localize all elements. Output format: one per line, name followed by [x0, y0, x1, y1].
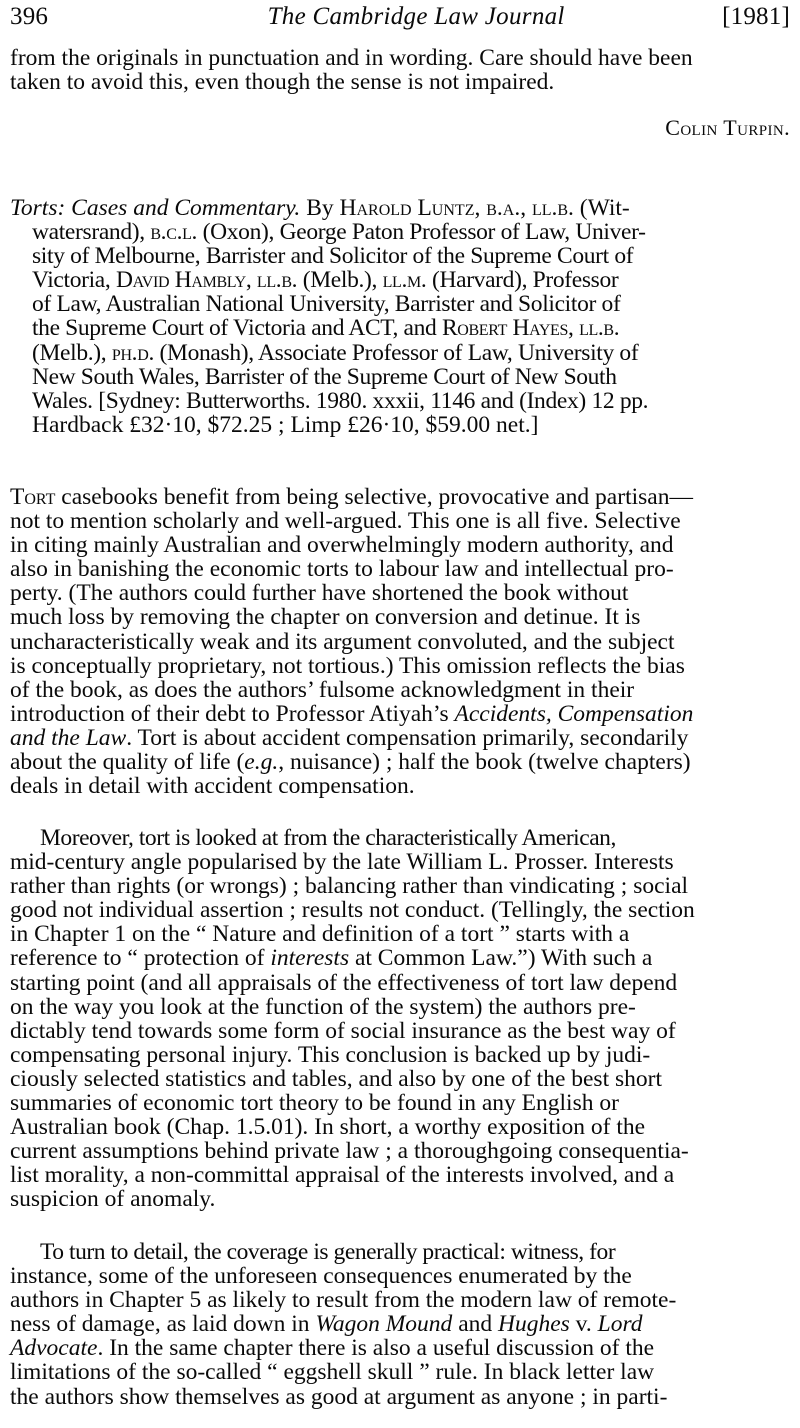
- text-line: [10, 774, 790, 798]
- text-run: Robert Hayes: [441, 315, 569, 342]
- text-line: [10, 630, 790, 654]
- text-run: current assumptions behind private law ; a thoroughgoing consequentia-: [10, 1138, 689, 1165]
- text-run: from the originals in punctuation and in wording. Care should have been: [10, 45, 693, 71]
- text-run: ciously selected statistics and tables, and also by one of the best short: [10, 1065, 662, 1092]
- text-run: compensating personal injury. This conclusion is backed up by judi-: [10, 1041, 651, 1068]
- text-line: [10, 1139, 790, 1163]
- text-line: [10, 678, 790, 702]
- volume-year: [1981]: [722, 3, 790, 30]
- text-run: Hardback £32·10, $72.25 ; Limp £26·10, $59.00 net.]: [32, 411, 539, 438]
- text-line: [10, 1163, 790, 1187]
- text-run: b.a., ll.b.: [486, 195, 574, 221]
- text-line: [10, 70, 790, 94]
- text-run: is conceptually proprietary, not tortious.) This omission reflects the bias: [10, 652, 685, 679]
- text-line: [10, 557, 790, 581]
- text-run: perty. (The authors could further have shortened the book without: [10, 580, 629, 607]
- text-run: (Melb.),: [297, 267, 383, 294]
- text-run: Harold Luntz: [339, 195, 475, 221]
- text-line: [10, 1115, 790, 1139]
- text-run: ness of damage, as laid down in: [10, 1311, 316, 1338]
- citation-line: [10, 220, 790, 244]
- text-run: ,: [474, 195, 487, 221]
- text-line: [10, 702, 790, 726]
- text-line: [10, 826, 790, 850]
- review-paragraph-3: [10, 1240, 790, 1409]
- citation-line: [10, 316, 790, 340]
- text-run: reference to “ protection of: [10, 945, 271, 972]
- text-line: [10, 874, 790, 898]
- text-run: list morality, a non-committal appraisal of the interests involved, and a: [10, 1162, 675, 1189]
- text-run: Tort: [10, 484, 56, 510]
- text-run: summaries of economic tort theory to be found in any English or: [10, 1090, 619, 1117]
- text-line: [10, 1360, 790, 1384]
- text-line: [10, 946, 790, 970]
- text-line: [10, 1312, 790, 1336]
- text-line: [10, 726, 790, 750]
- text-run: By: [300, 195, 340, 221]
- text-run: in citing mainly Australian and overwhelmingly modern authority, and: [10, 532, 674, 559]
- text-run: uncharacteristically weak and its argument convoluted, and the subject: [10, 628, 675, 655]
- text-run: Moreover, tort is looked at from the characteristically American,: [40, 825, 616, 851]
- text-run: Victoria,: [32, 267, 116, 294]
- text-run: e.g.: [244, 749, 279, 776]
- text-run: introduction of their debt to Professor Atiyah’s: [10, 700, 455, 727]
- text-run: instance, some of the unforeseen consequences enumerated by the: [10, 1263, 632, 1290]
- text-line: [10, 605, 790, 629]
- text-run: starting point (and all appraisals of the effectiveness of tort law depend: [10, 969, 678, 996]
- text-line: [10, 1288, 790, 1312]
- text-run: about the quality of life (: [10, 749, 245, 776]
- text-run: Hughes: [498, 1311, 570, 1338]
- citation-line: [10, 292, 790, 316]
- text-run: (Melb.),: [32, 339, 112, 366]
- text-run: deals in detail with accident compensation.: [10, 773, 415, 800]
- text-run: Torts: Cases and Commentary.: [10, 195, 301, 221]
- text-run: not to mention scholarly and well-argued. This one is all five. Selective: [10, 508, 681, 535]
- text-run: mid-century angle popularised by the late William L. Prosser. Interests: [10, 849, 674, 876]
- citation-line: [10, 413, 790, 437]
- text-line: [10, 1240, 790, 1264]
- text-run: v.: [569, 1311, 598, 1338]
- citation-line: [10, 244, 790, 268]
- text-line: [10, 995, 790, 1019]
- text-line: [10, 898, 790, 922]
- text-run: . In the same chapter there is also a useful discussion of the: [97, 1335, 655, 1362]
- text-run: good not individual assertion ; results not conduct. (Tellingly, the section: [10, 897, 695, 924]
- text-line: [10, 509, 790, 533]
- text-run: (Harvard), Professor: [426, 267, 619, 294]
- text-line: [10, 1187, 790, 1211]
- text-run: , nuisance) ; half the book (twelve chapters): [278, 749, 691, 776]
- text-run: the Supreme Court of Victoria and ACT, and: [32, 315, 442, 342]
- text-line: [10, 1067, 790, 1091]
- reviewer-name: Colin Turpin.: [665, 115, 790, 140]
- journal-title: The Cambridge Law Journal: [267, 3, 565, 30]
- citation-title-line: [10, 196, 790, 220]
- text-run: (Wit-: [573, 195, 630, 221]
- text-run: New South Wales, Barrister of the Supreme Court of New South: [32, 363, 617, 390]
- text-run: of Law, Australian National University, Barrister and Solicitor of: [32, 291, 621, 318]
- text-run: of the book, as does the authors’ fulsome acknowledgment in their: [10, 676, 635, 703]
- text-run: ,: [568, 315, 580, 342]
- text-run: and: [452, 1311, 498, 1338]
- text-run: casebooks benefit from being selective, provocative and partisan—: [55, 484, 693, 510]
- previous-review-tail: [10, 46, 790, 94]
- text-run: . Tort is about accident compensation primarily, secondarily: [126, 724, 689, 751]
- text-line: [10, 850, 790, 874]
- text-line: [10, 1043, 790, 1067]
- citation-line: [10, 389, 790, 413]
- review-signature: [10, 116, 790, 140]
- text-run: interests: [270, 945, 350, 972]
- text-run: (Monash), Associate Professor of Law, University of: [153, 339, 639, 366]
- citation-line: [10, 268, 790, 292]
- text-run: ll.m.: [382, 267, 427, 294]
- text-line: [10, 1336, 790, 1360]
- text-run: authors in Chapter 5 as likely to result from the modern law of remote-: [10, 1287, 677, 1314]
- text-run: much loss by removing the chapter on conversion and detinue. It is: [10, 604, 641, 631]
- text-run: Wagon Mound: [315, 1311, 453, 1338]
- text-run: rather than rights (or wrongs) ; balancing rather than vindicating ; social: [10, 873, 689, 900]
- text-run: watersrand),: [32, 219, 151, 246]
- page-number: 396: [10, 3, 49, 30]
- text-line: [10, 750, 790, 774]
- text-run: at Common Law.”) With such a: [349, 945, 653, 972]
- text-run: in Chapter 1 on the “ Nature and definition of a tort ” starts with a: [10, 921, 630, 948]
- text-line: [10, 971, 790, 995]
- text-line: [10, 1264, 790, 1288]
- text-run: sity of Melbourne, Barrister and Solicitor of the Supreme Court of: [32, 243, 634, 270]
- text-run: Wales. [Sydney: Butterworths. 1980. xxxii, 1146 and (Index) 12 pp.: [32, 387, 649, 414]
- text-run: Accidents, Compensation: [454, 700, 694, 727]
- text-run: and the Law: [10, 724, 127, 751]
- book-citation: [10, 196, 790, 437]
- text-line: [10, 581, 790, 605]
- text-run: To turn to detail, the coverage is generally practical: witness, for: [40, 1239, 616, 1265]
- text-line: [10, 922, 790, 946]
- text-run: b.c.l.: [150, 219, 198, 246]
- text-run: ll.b.: [579, 315, 620, 342]
- citation-line: [10, 365, 790, 389]
- text-run: Australian book (Chap. 1.5.01). In short, a worthy exposition of the: [10, 1114, 646, 1141]
- text-run: on the way you look at the function of the system) the authors pre-: [10, 993, 636, 1020]
- text-line: [10, 46, 790, 70]
- text-run: Lord: [597, 1311, 643, 1338]
- text-run: David Hambly: [115, 267, 246, 294]
- text-run: taken to avoid this, even though the sense is not impaired.: [10, 69, 555, 96]
- text-run: ph.d.: [111, 339, 154, 366]
- review-paragraph-2: [10, 826, 790, 1212]
- text-run: ,: [245, 267, 257, 294]
- text-run: limitations of the so-called “ eggshell skull ” rule. In black letter law: [10, 1359, 655, 1386]
- text-line: [10, 654, 790, 678]
- text-line: [10, 1385, 790, 1409]
- text-line: [10, 485, 790, 509]
- text-run: the authors show themselves as good at argument as anyone ; in parti-: [10, 1383, 668, 1410]
- text-run: also in banishing the economic torts to labour law and intellectual pro-: [10, 556, 674, 583]
- text-run: (Oxon), George Paton Professor of Law, Univer-: [197, 219, 646, 246]
- review-paragraph-1: [10, 485, 790, 798]
- text-run: dictably tend towards some form of social insurance as the best way of: [10, 1017, 676, 1044]
- text-run: ll.b.: [256, 267, 298, 294]
- citation-line: [10, 341, 790, 365]
- running-head: [10, 2, 790, 32]
- text-line: [10, 533, 790, 557]
- text-line: [10, 1091, 790, 1115]
- text-line: [10, 1019, 790, 1043]
- text-run: Advocate: [10, 1335, 98, 1362]
- text-run: suspicion of anomaly.: [10, 1186, 216, 1213]
